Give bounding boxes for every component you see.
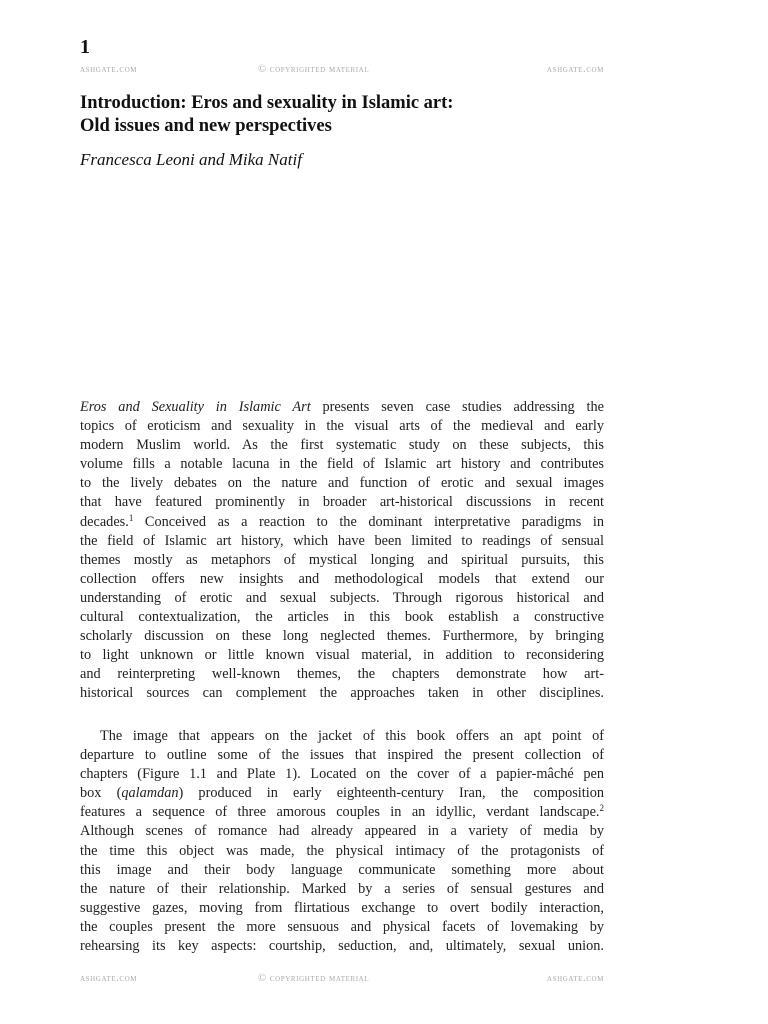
text-line: to light unknown or little known visual material, in addition to reconsidering (80, 647, 604, 664)
text-line: the field of Islamic art history, which have been limited to readings of sensual (80, 532, 604, 549)
watermark-right: ashgate.com (546, 973, 604, 984)
text-line: volume fills a notable lacuna in the field of Islamic art history and contributes (80, 456, 604, 473)
text-line: understanding of erotic and sexual subjects. Through rigorous historical and (80, 589, 604, 606)
watermark-right: ashgate.com (546, 64, 604, 75)
text-line: modern Muslim world. As the first systematic study on these subjects, this (80, 437, 604, 454)
text-line: departure to outline some of the issues that inspired the present collection of (80, 747, 604, 764)
copyright-watermark-top (80, 64, 604, 78)
text-line: box (qalamdan) produced in early eighteenth-century Iran, the composition (80, 785, 605, 802)
text-line: historical sources can complement the approaches taken in other disciplines. (80, 685, 604, 702)
watermark-left: ashgate.com (80, 64, 138, 75)
text-line: topics of eroticism and sexuality in the visual arts of the medieval and early (80, 418, 604, 435)
watermark-left: ashgate.com (80, 973, 138, 984)
body-paragraph-2 (80, 727, 604, 956)
chapter-authors: Francesca Leoni and Mika Natif (80, 150, 302, 169)
footnote-ref-1[interactable]: 1 (128, 512, 134, 523)
text-line: suggestive gazes, moving from flirtatious exchange to overt bodily interaction, (80, 899, 604, 916)
text-line: rehearsing its key aspects: courtship, seduction, and, ultimately, sexual union. (80, 938, 604, 955)
text-line: this image and their body language communicate something more about (80, 861, 604, 878)
chapter-title-line-2: Old issues and new perspectives (80, 116, 332, 136)
page-number: 1 (80, 36, 90, 58)
text-line: Although scenes of romance had already appeared in a variety of media by (80, 823, 604, 840)
text-line: to the lively debates on the nature and function of erotic and sexual images (80, 475, 604, 492)
text-line: scholarly discussion on these long neglected themes. Furthermore, by bringing (80, 628, 604, 645)
text-line: the nature of their relationship. Marked by a series of sensual gestures and (80, 880, 604, 897)
text-line: that have featured prominently in broader art-historical discussions in recent (80, 494, 604, 511)
book-title: Eros and Sexuality in Islamic Art (80, 399, 311, 415)
body-paragraph-1 (80, 398, 604, 704)
copyright-watermark-bottom (80, 973, 604, 987)
text-line: cultural contextualization, the articles in this book establish a constructive (80, 609, 604, 626)
text-line: decades.$^1$ Conceived as a reaction to the dominant interpretative paradigms in (80, 512, 604, 530)
text-line: the couples present the more sensuous and physical facets of lovemaking by (80, 918, 604, 935)
chapter-title-line-1: Introduction: Eros and sexuality in Islamic art: (80, 93, 454, 113)
chapter-title (80, 92, 604, 138)
watermark-center: © copyrighted material (258, 973, 370, 984)
footnote-ref-2[interactable]: 2 (599, 803, 604, 814)
watermark-center: © copyrighted material (258, 64, 370, 75)
italic-term: qalamdan (121, 785, 179, 802)
text-line: and reinterpreting well-known themes, the chapters demonstrate how art- (80, 666, 604, 683)
text-line: Eros and Sexuality in Islamic Art presents seven case studies addressing the (80, 399, 604, 415)
text-line: the time this object was made, the physical intimacy of the protagonists of (80, 842, 604, 859)
text-line: collection offers new insights and methodological models that extend our (80, 570, 604, 587)
text-line: The image that appears on the jacket of this book offers an apt point of (100, 728, 604, 744)
text-line: chapters (Figure 1.1 and Plate 1). Located on the cover of a papier-mâché pen (80, 766, 604, 783)
text-line: themes mostly as metaphors of mystical longing and spiritual pursuits, this (80, 551, 604, 568)
text-line: features a sequence of three amorous couples in an idyllic, verdant landscape.$^2$ (80, 803, 604, 821)
